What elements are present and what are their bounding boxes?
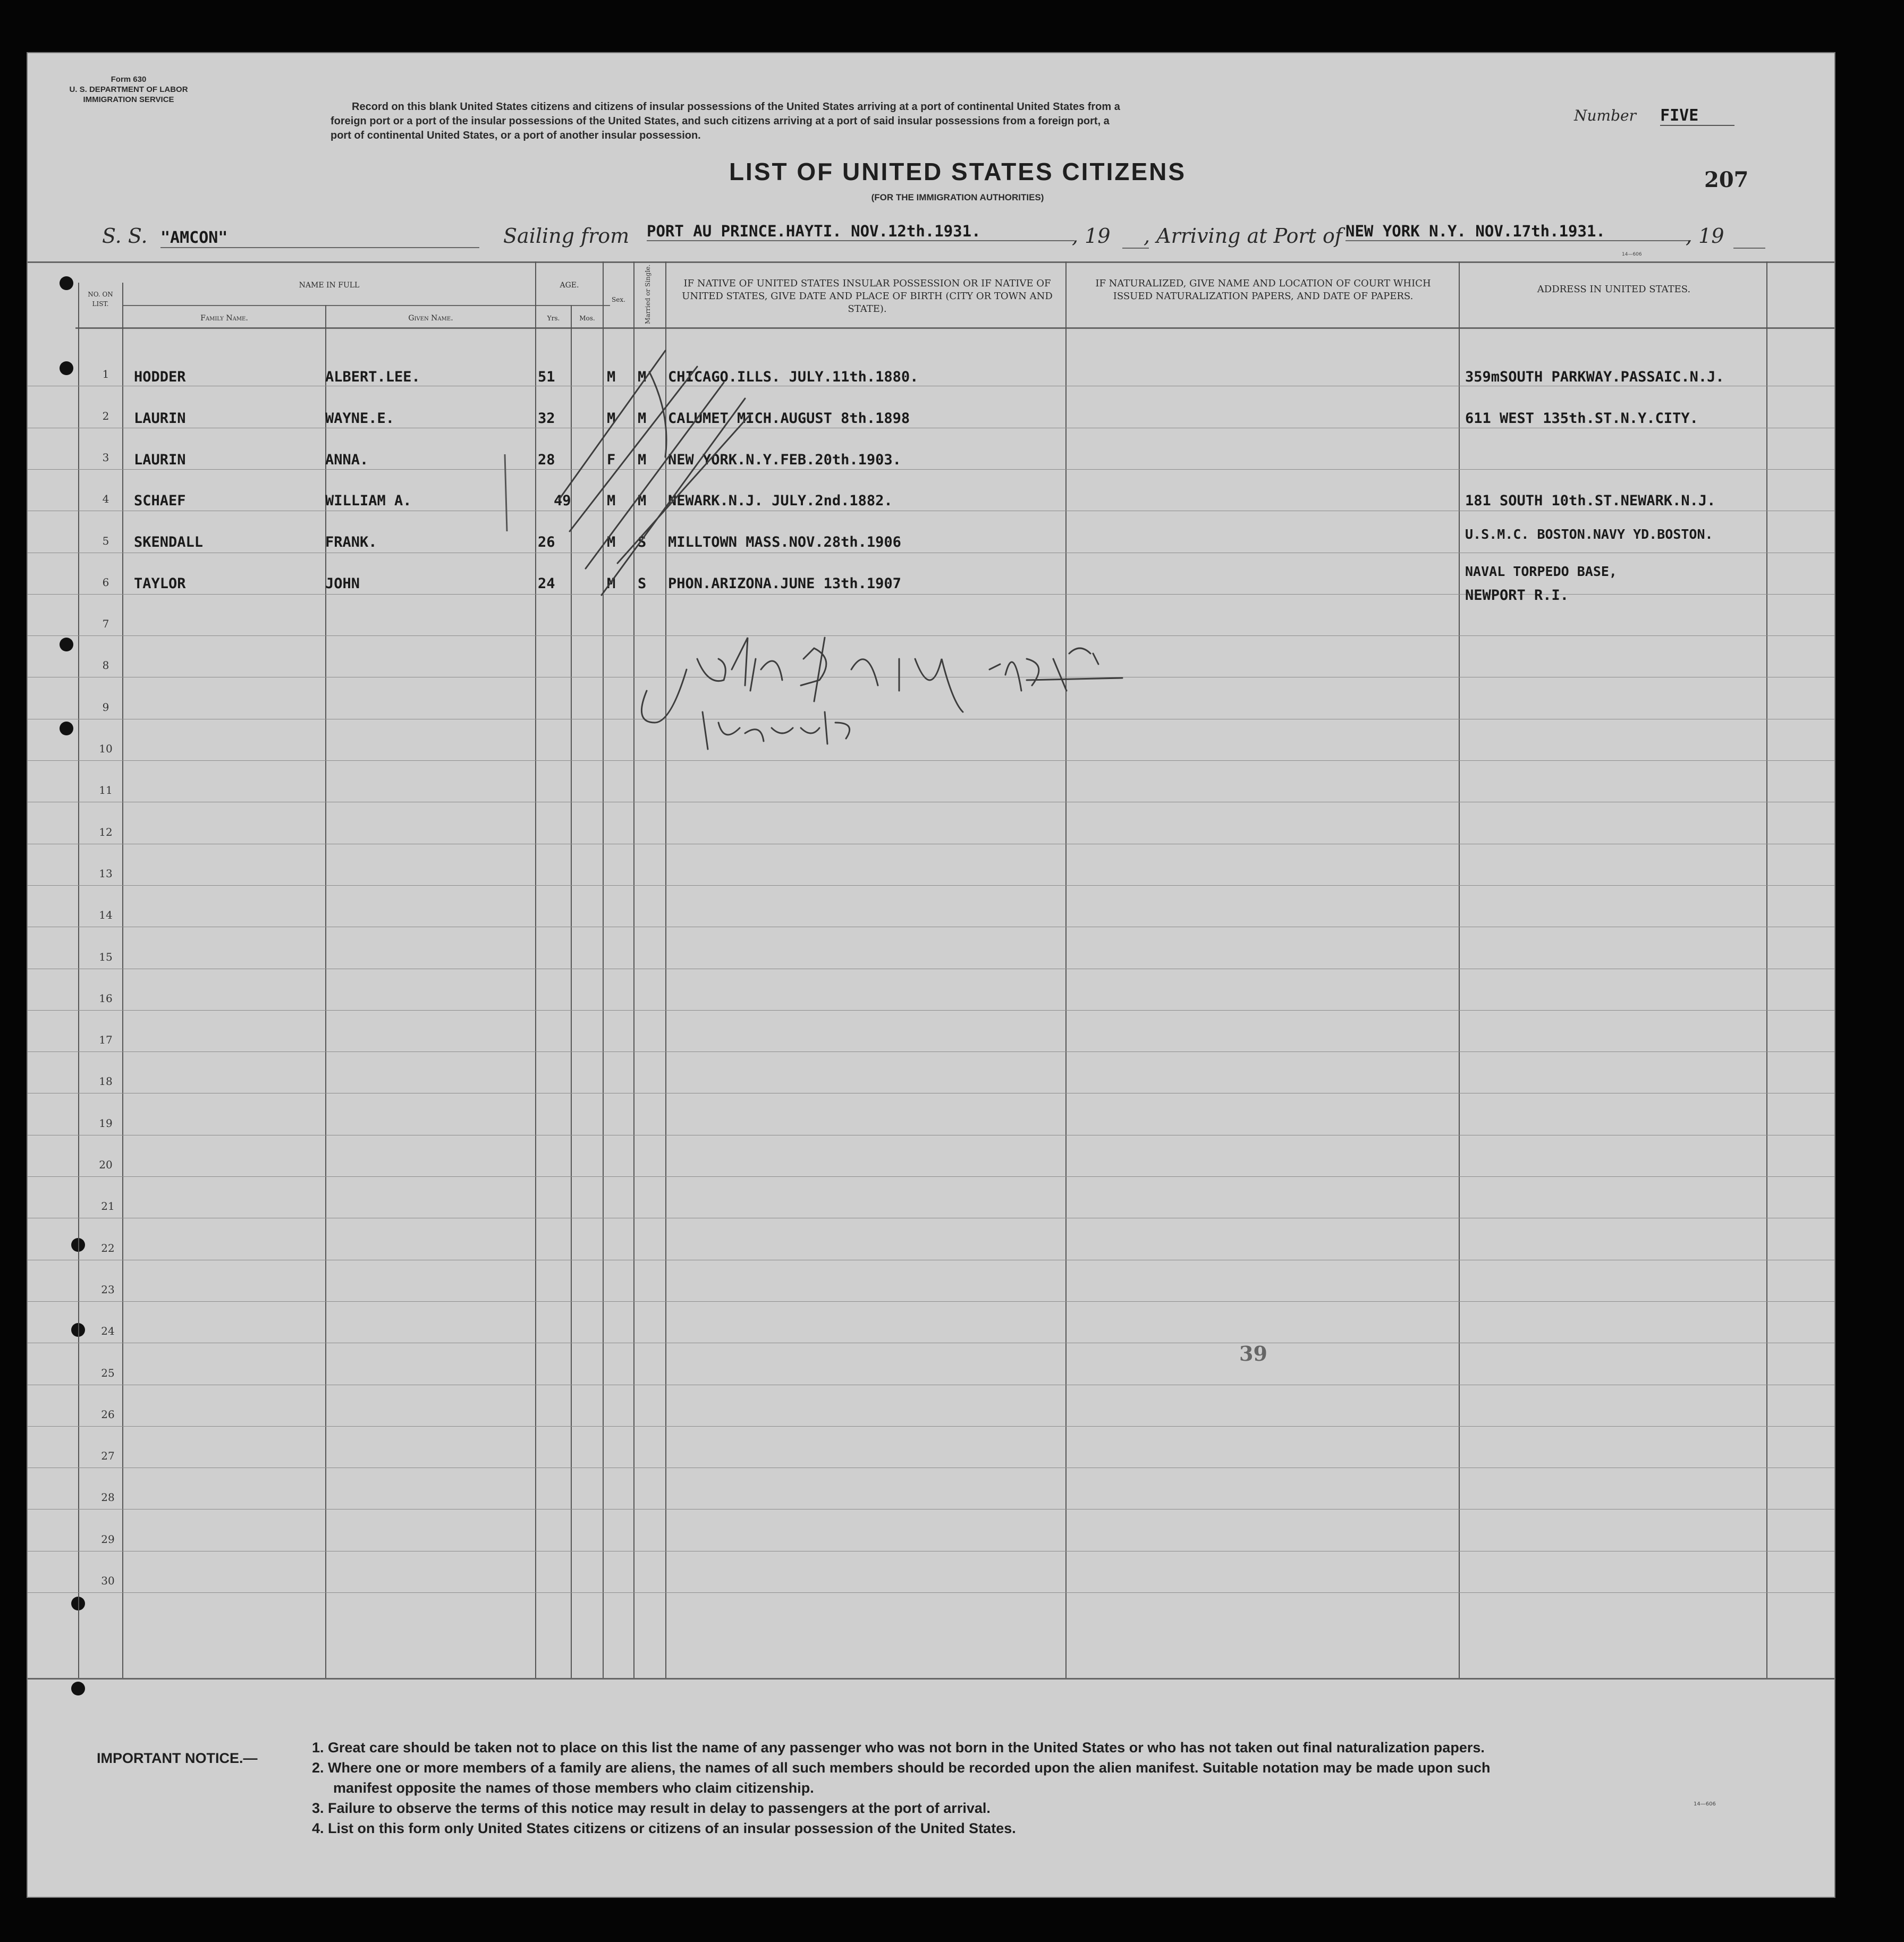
- header-name-in-full: NAME IN FULL: [299, 281, 360, 290]
- instruction-line: foreign port or a port of the insular possessions of the United States, and such citizens arriving at a port of said insular possessions from a foreign port, a: [331, 115, 1110, 127]
- form-department: U. S. DEPARTMENT OF LABOR: [69, 85, 188, 94]
- header-married: Married or Single.: [644, 264, 651, 324]
- given-name-cell: ALBERT.LEE.: [325, 369, 420, 385]
- row-number: 12: [99, 826, 113, 838]
- table-bottom-border: [28, 1678, 1834, 1680]
- family-name-cell: LAURIN: [134, 452, 186, 468]
- row-number: 4: [102, 493, 109, 505]
- header-given-name: Given Name.: [408, 314, 453, 323]
- row-number: 13: [99, 867, 113, 880]
- header-naturalized: IF NATURALIZED, GIVE NAME AND LOCATION OF COURT WHICH ISSUED NATURALIZATION PAPERS, AND DATE OF PAPERS.: [1095, 278, 1431, 302]
- header-family-name: Family Name.: [200, 314, 248, 323]
- age-years-cell: 24: [538, 575, 555, 592]
- notice-item: 3. Failure to observe the terms of this notice may result in delay to passengers at the port of arrival.: [312, 1800, 991, 1816]
- row-number: 14: [99, 909, 113, 921]
- row-number: 30: [101, 1574, 115, 1587]
- sailing-year: , 19: [1072, 224, 1111, 248]
- row-number: 7: [102, 617, 109, 630]
- ship-name: "AMCON": [160, 228, 479, 248]
- arriving-value: NEW YORK N.Y. NOV.17th.1931.: [1346, 222, 1691, 241]
- birthplace-cell: MILLTOWN MASS.NOV.28th.1906: [668, 534, 901, 550]
- row-line: [28, 1426, 1834, 1427]
- header-mos: Mos.: [579, 315, 595, 322]
- row-number: 16: [99, 992, 113, 1005]
- sailing-label: Sailing from: [503, 224, 630, 248]
- family-name-cell: TAYLOR: [134, 575, 186, 592]
- row-number: 24: [101, 1325, 115, 1337]
- list-number: [1574, 106, 1734, 126]
- marital-status-cell: M: [638, 410, 647, 427]
- birthplace-cell: CHICAGO.ILLS. JULY.11th.1880.: [668, 369, 919, 385]
- given-name-cell: WILLIAM A.: [325, 493, 412, 509]
- form-service: IMMIGRATION SERVICE: [83, 95, 174, 104]
- marital-status-cell: M: [638, 369, 647, 385]
- instructions: [331, 100, 1542, 143]
- page-title: LIST OF UNITED STATES CITIZENS: [729, 158, 1187, 185]
- address-cell: 181 SOUTH 10th.ST.NEWARK.N.J.: [1465, 493, 1716, 509]
- header-address: ADDRESS IN UNITED STATES.: [1537, 284, 1691, 295]
- binder-hole: [60, 361, 73, 375]
- important-notice: [97, 1737, 1797, 1838]
- row-number: 18: [99, 1075, 113, 1088]
- birthplace-cell: CALUMET MICH.AUGUST 8th.1898: [668, 410, 910, 427]
- row-number: 17: [99, 1033, 113, 1046]
- birthplace-cell: PHON.ARIZONA.JUNE 13th.1907: [668, 575, 901, 592]
- notice-code: 14—606: [1694, 1801, 1716, 1807]
- row-number: 10: [99, 742, 113, 755]
- list-number-value: FIVE: [1660, 106, 1734, 126]
- row-number: 28: [101, 1491, 115, 1504]
- marital-status-cell: S: [638, 575, 647, 592]
- row-number: 22: [101, 1242, 115, 1254]
- address-cell: 611 WEST 135th.ST.N.Y.CITY.: [1465, 410, 1698, 427]
- given-name-cell: ANNA.: [325, 452, 369, 468]
- row-number: 5: [102, 535, 109, 547]
- sex-cell: M: [607, 493, 616, 509]
- form-number: Form 630: [111, 75, 147, 84]
- row-number: 20: [99, 1158, 113, 1171]
- address-cell: U.S.M.C. BOSTON.NAVY YD.BOSTON.: [1465, 527, 1713, 542]
- row-number: 3: [102, 451, 109, 464]
- sailing-value: PORT AU PRINCE.HAYTI. NOV.12th.1931.: [647, 222, 1074, 241]
- family-name-cell: LAURIN: [134, 410, 186, 427]
- instruction-line: Record on this blank United States citizens and citizens of insular possessions of the United States arriving at a port of continental United States from a: [352, 101, 1120, 113]
- row-line: [28, 1592, 1834, 1593]
- row-line: [28, 885, 1834, 886]
- ship-prefix: S. S.: [102, 224, 148, 248]
- age-years-cell: 32: [538, 410, 555, 427]
- address-cell: NAVAL TORPEDO BASE,: [1465, 564, 1617, 579]
- age-header-divider: [535, 305, 610, 306]
- age-years-cell: 51: [538, 369, 555, 385]
- age-years-cell: 49: [554, 493, 571, 509]
- pencil-mark: [501, 452, 511, 537]
- row-number: 6: [102, 576, 109, 589]
- row-number: 11: [99, 784, 113, 796]
- row-number: 15: [99, 951, 113, 963]
- binder-hole: [71, 1682, 85, 1695]
- marital-status-cell: S: [638, 534, 647, 550]
- notice-item: 4. List on this form only United States citizens or citizens of an insular possession of the United States.: [312, 1820, 1016, 1836]
- age-years-cell: 26: [538, 534, 555, 550]
- row-line: [28, 1051, 1834, 1052]
- row-number: 25: [101, 1367, 115, 1379]
- address-cell: 359mSOUTH PARKWAY.PASSAIC.N.J.: [1465, 369, 1724, 385]
- row-number: 23: [101, 1283, 115, 1296]
- stamp-number: 39: [1239, 1342, 1267, 1366]
- row-number: 21: [101, 1200, 115, 1212]
- family-name-cell: HODDER: [134, 369, 186, 385]
- arriving-year: , 19: [1686, 224, 1724, 248]
- table-top-border: [28, 261, 1834, 263]
- arriving-label: , Arriving at Port of: [1144, 224, 1342, 248]
- marital-status-cell: M: [638, 452, 647, 468]
- instruction-line: port of continental United States, or a port of another insular possession.: [331, 130, 701, 141]
- row-number: 19: [99, 1117, 113, 1130]
- notice-item: manifest opposite the names of those members who claim citizenship.: [333, 1780, 814, 1796]
- notice-item: 2. Where one or more members of a family are aliens, the names of all such members should be recorded upon the alien manifest. Suitable notation may be made upon such: [312, 1760, 1491, 1776]
- page-subtitle: (FOR THE IMMIGRATION AUTHORITIES): [871, 192, 1044, 202]
- binder-hole: [60, 722, 73, 735]
- row-number: 1: [102, 368, 109, 380]
- given-name-cell: JOHN: [325, 575, 360, 592]
- row-number: 27: [101, 1449, 115, 1462]
- notice-item: 1. Great care should be taken not to place on this list the name of any passenger who was not born in the United States or who has not taken out final naturalization papers.: [312, 1740, 1485, 1756]
- manifest-page: [27, 52, 1835, 1898]
- sex-cell: M: [607, 534, 616, 550]
- given-name-cell: FRANK.: [325, 534, 377, 550]
- row-number: 26: [101, 1408, 115, 1421]
- given-name-cell: WAYNE.E.: [325, 410, 395, 427]
- address-continuation: NEWPORT R.I.: [1465, 587, 1569, 604]
- col-divider: [122, 283, 123, 1678]
- row-number: 9: [102, 701, 109, 714]
- header-yrs: Yrs.: [547, 315, 560, 322]
- binder-hole: [60, 638, 73, 651]
- sex-cell: M: [607, 369, 616, 385]
- row-number: 8: [102, 659, 109, 672]
- row-number: 29: [101, 1533, 115, 1546]
- birthplace-cell: NEW YORK.N.Y.FEB.20th.1903.: [668, 452, 901, 468]
- marital-status-cell: M: [638, 493, 647, 509]
- page-number: 207: [1704, 167, 1749, 192]
- form-reference: [65, 74, 192, 105]
- handwritten-signature: [495, 319, 1197, 776]
- sex-cell: M: [607, 575, 616, 592]
- row-line: [28, 1301, 1834, 1302]
- binder-hole: [60, 276, 73, 290]
- sex-cell: M: [607, 410, 616, 427]
- family-name-cell: SCHAEF: [134, 493, 186, 509]
- printer-code: 14—606: [1622, 252, 1642, 257]
- family-name-cell: SKENDALL: [134, 534, 204, 550]
- sailing-year-blank: [1122, 248, 1149, 249]
- col-divider: [1459, 261, 1460, 1678]
- row-number: 2: [102, 410, 109, 422]
- age-years-cell: 28: [538, 452, 555, 468]
- sex-cell: F: [607, 452, 616, 468]
- header-sex: Sex.: [612, 296, 625, 303]
- col-divider: [1766, 261, 1767, 1678]
- notice-heading: IMPORTANT NOTICE.—: [97, 1750, 258, 1766]
- birthplace-cell: NEWARK.N.J. JULY.2nd.1882.: [668, 493, 893, 509]
- col-divider: [78, 283, 79, 1678]
- header-no-on-list: NO. ON LIST.: [88, 291, 113, 308]
- list-number-label: Number: [1574, 107, 1636, 124]
- row-line: [28, 1176, 1834, 1177]
- header-birth: IF NATIVE OF UNITED STATES INSULAR POSSESSION OR IF NATIVE OF UNITED STATES, GIVE DATE AND PLACE OF BIRTH (CITY OR TOWN AND STATE).: [682, 278, 1053, 315]
- arriving-year-blank: [1733, 248, 1765, 249]
- header-age: AGE.: [560, 281, 579, 290]
- row-line: [28, 1010, 1834, 1011]
